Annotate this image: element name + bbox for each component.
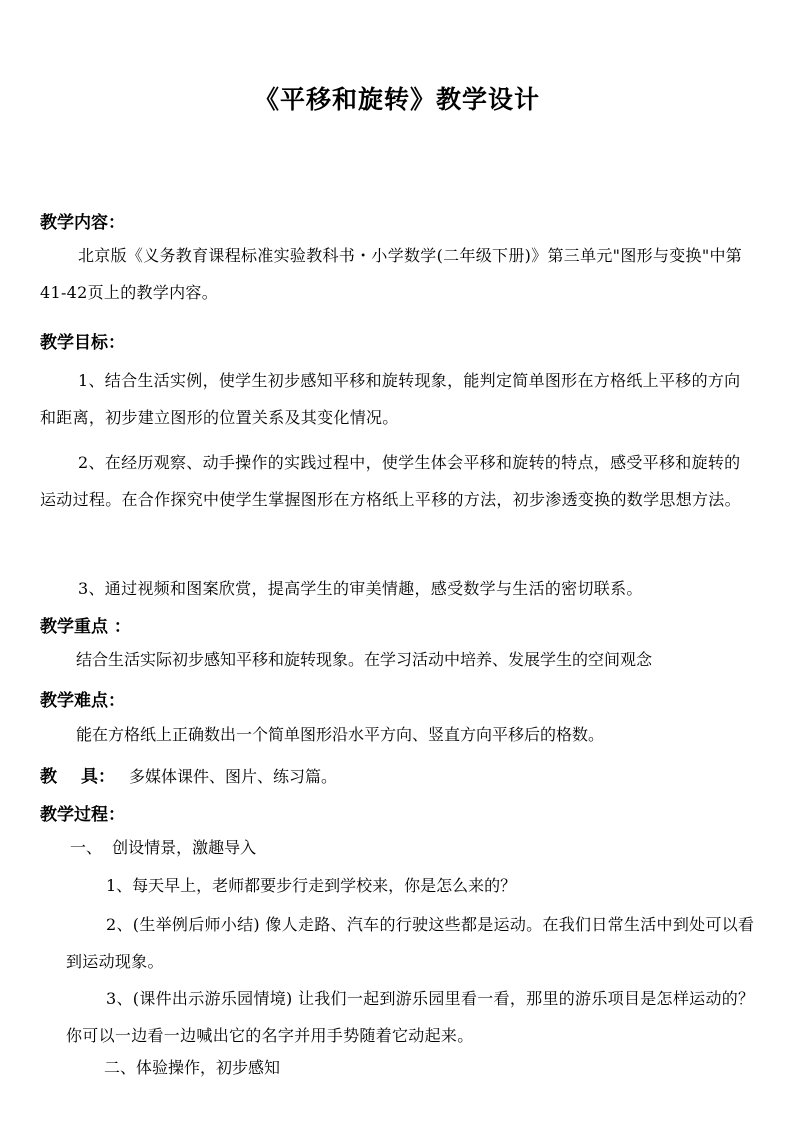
heading-content: 教学内容： bbox=[40, 213, 125, 233]
tools-text: 多媒体课件、图片、练习篇。 bbox=[129, 767, 338, 786]
tools-line bbox=[40, 762, 337, 787]
goal-item-1: 1、结合生活实例，使学生初步感知平移和旋转现象，能判定简单图形在方格纸上平移的方向和距离，初步建立图形的位置关系及其变化情况。 bbox=[40, 371, 741, 427]
difficulties-text: 能在方格纸上正确数出一个简单图形沿水平方向、竖直方向平移后的格数。 bbox=[76, 725, 605, 744]
heading-process: 教学过程： bbox=[40, 805, 125, 825]
goal-item-2: 2、在经历观察、动手操作的实践过程中，使学生体会平移和旋转的特点，感受平移和旋转的运动过程。在合作探究中使学生掌握图形在方格纸上平移的方法，初步渗透变换的数学思想方法。 bbox=[40, 453, 741, 509]
heading-key-points: 教学重点 ： bbox=[40, 617, 131, 637]
goal-item-3: 3、通过视频和图案欣赏，提高学生的审美情趣，感受数学与生活的密切联系。 bbox=[78, 579, 643, 598]
heading-difficulties: 教学难点： bbox=[40, 691, 125, 711]
tools-label-b: 具： bbox=[81, 767, 115, 787]
process-section-1: 一、 创设情景，激趣导入 bbox=[70, 838, 257, 857]
tools-label-a: 教 bbox=[40, 767, 57, 787]
process-item-1: 1、每天早上，老师都要步行走到学校来，你是怎么来的？ bbox=[106, 876, 517, 895]
heading-goals: 教学目标： bbox=[40, 333, 125, 353]
key-points-text: 结合生活实际初步感知平移和旋转现象。在学习活动中培养、发展学生的空间观念 bbox=[76, 650, 653, 669]
process-item-3: 3、(课件出示游乐园情境) 让我们一起到游乐园里看一看，那里的游乐项目是怎样运动的？你可以一边看一边喊出它的名字并用手势随着它动起来。 bbox=[66, 989, 755, 1045]
process-section-2: 二、体验操作，初步感知 bbox=[104, 1058, 281, 1077]
process-item-2: 2、(生举例后师小结) 像人走路、汽车的行驶这些都是运动。在我们日常生活中到处可以看到运动现象。 bbox=[66, 915, 755, 971]
document-title: 《平移和旋转》教学设计 bbox=[253, 85, 540, 114]
content-paragraph: 北京版《义务教育课程标准实验教科书・小学数学(二年级下册)》第三单元"图形与变换"中第41-42页上的教学内容。 bbox=[40, 246, 743, 302]
